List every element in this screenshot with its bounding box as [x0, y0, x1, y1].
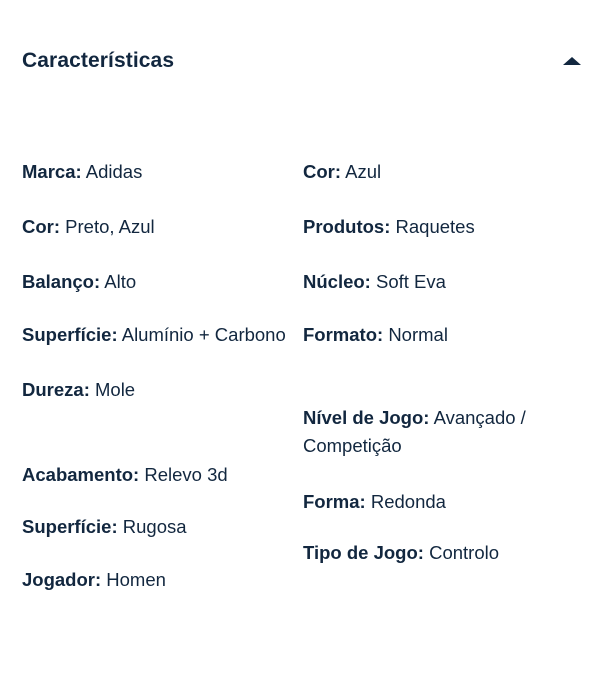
spec-value: Azul: [345, 161, 382, 182]
spec-value: Normal: [388, 324, 448, 346]
specifications-grid: [22, 158, 589, 594]
spec-label: Balanço:: [22, 270, 101, 292]
specifications-column-left: [22, 158, 303, 594]
spec-row: [303, 213, 573, 241]
spec-label: Superfície:: [22, 515, 118, 537]
spec-value: Relevo 3d: [144, 463, 228, 485]
spec-row: [303, 404, 573, 460]
spec-row: [303, 321, 573, 349]
spec-label: Cor:: [303, 161, 342, 182]
spec-label: Tipo de Jogo:: [303, 542, 424, 564]
spec-label: Produtos:: [303, 215, 391, 237]
spec-value: Preto, Azul: [65, 215, 155, 237]
spec-label: Marca:: [22, 161, 82, 182]
spec-value: Adidas: [85, 161, 143, 182]
spec-value: Rugosa: [122, 515, 187, 537]
spec-row: [22, 158, 292, 186]
spec-label: Dureza:: [22, 379, 90, 400]
collapse-toggle-button[interactable]: [559, 48, 585, 74]
spec-value: Alto: [104, 270, 137, 292]
spec-label: Acabamento:: [22, 463, 140, 485]
spec-row: [22, 268, 292, 296]
spec-row: [22, 461, 292, 489]
spec-value: Controlo: [429, 542, 500, 564]
spec-row: [303, 158, 573, 186]
spec-value: Redonda: [370, 490, 446, 512]
spec-value: Homen: [106, 569, 166, 591]
spec-row: [22, 566, 292, 594]
chevron-up-icon: [562, 55, 582, 67]
page-title: Características: [22, 49, 175, 73]
spec-row: [303, 268, 573, 296]
spec-value: Avançado / Competição: [303, 407, 526, 456]
spec-label: Jogador:: [22, 569, 102, 591]
spec-label: Nível de Jogo:: [303, 407, 430, 428]
spec-value: Mole: [95, 379, 136, 400]
spec-label: Superfície:: [22, 324, 118, 346]
spec-value: Soft Eva: [375, 270, 446, 292]
spec-label: Formato:: [303, 324, 384, 346]
spec-label: Núcleo:: [303, 270, 371, 292]
spec-row: [22, 213, 292, 241]
spec-value: Raquetes: [395, 215, 475, 237]
spec-row: [303, 539, 573, 567]
spec-label: Forma:: [303, 490, 366, 512]
panel-header[interactable]: [22, 0, 589, 74]
specifications-column-right: [303, 158, 589, 594]
spec-row: [22, 513, 292, 541]
spec-row: [22, 321, 292, 349]
spec-row: [303, 488, 573, 516]
spec-label: Cor:: [22, 215, 61, 237]
spec-row: [22, 376, 292, 404]
spec-value: Alumínio + Carbono: [121, 324, 286, 346]
